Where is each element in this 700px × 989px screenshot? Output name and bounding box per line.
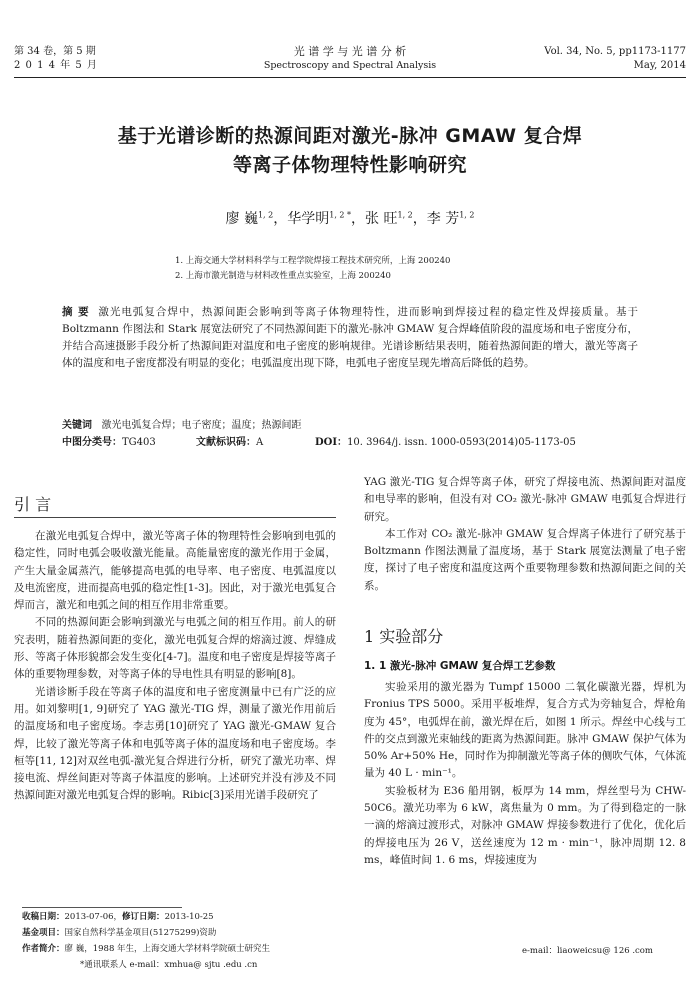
doi xyxy=(315,435,576,450)
keywords xyxy=(62,418,302,433)
author-bio-label: 作者简介： xyxy=(22,944,65,954)
paragraph: 本工作对 CO₂ 激光-脉冲 GMAW 复合焊离子体进行了研究基于 Boltzmann 作图法测量了温度场，基于 Stark 展宽法测量了电子密度，探讨了电子密度和温度这两个重要物理参数和热源间距之间的关系。 xyxy=(364,527,686,592)
issue-date: 2 0 1 4 年 5 月 xyxy=(14,60,98,71)
volume-pages: Vol. 34, No. 5, pp1173-1177 xyxy=(544,46,686,57)
paragraph: 实验采用的激光器为 Tumpf 15000 二氧化碳激光器，焊机为 Fronius TPS 5000。采用平板堆焊，复合方式为旁轴复合，焊枪角度为 45°，电弧焊在前，激光焊在后，如图 1 所示。焊丝中心线与工件的交点到激光束轴线的距离为热源间距。脉冲 GMAW 保护气体为 50% Ar+50% He，同时作为抑制激光等离子体的侧吹气体，气体流量为 40 L · min⁻¹。 xyxy=(364,681,686,780)
fund-text: 国家自然科学基金项目(51275299)资助 xyxy=(64,928,217,938)
affiliation: 2. 上海市激光制造与材料改性重点实验室，上海 200240 xyxy=(175,271,391,281)
left-column-text xyxy=(14,528,336,805)
author-affil: 1, 2 * xyxy=(329,210,352,220)
author-affil: 1, 2 xyxy=(459,210,475,220)
footnote-rule xyxy=(22,907,182,908)
paragraph: 实验板材为 E36 船用钢，板厚为 14 mm，焊丝型号为 CHW-50C6。激光功率为 6 kW，离焦量为 0 mm。为了得到稳定的一脉一滴的熔滴过渡形式，对脉冲 GMAW 焊接参数进行了优化，优化后的焊接电压为 26 V，送丝速度为 12 m · min⁻¹，脉冲周期 12. 8 ms，峰值时间 1. 6 ms，焊接速度为 xyxy=(364,784,686,866)
header-rule xyxy=(14,77,686,78)
affiliation: 1. 上海交通大学材料科学与工程学院焊接工程技术研究所，上海 200240 xyxy=(175,256,451,266)
section-heading-experiment: 1 实验部分 xyxy=(364,627,444,646)
journal-title-cn: 光 谱 学 与 光 谱 分 析 xyxy=(293,45,407,58)
right-column-top xyxy=(364,474,686,595)
footnote-dates: 收稿日期：2013-07-06，修订日期：2013-10-25 xyxy=(22,912,214,922)
paragraph: 不同的热源间距会影响到激光与电弧之间的相互作用。前人的研究表明，随着热源间距的变化，激光电弧复合焊的熔滴过渡、焊缝成形、等离子体形貌都会发生变化[4-7]。温度和电子密度是焊接等离子体的重要物理参数，对等离子体的导电性具有明显的影响[8]。 xyxy=(14,616,336,681)
doc-label: 文献标识码： xyxy=(196,437,256,448)
paper-title-line1: 基于光谱诊断的热源间距对激光-脉冲 GMAW 复合焊 xyxy=(117,125,583,147)
author-email: e-mail：liaoweicsu@ 126 .com xyxy=(522,946,653,956)
right-column-bottom xyxy=(364,679,686,869)
abstract-text: 激光电弧复合焊中，热源间距会影响到等离子体物理特性，进而影响到焊接过程的稳定性及焊接质量。基于 Boltzmann 作图法和 Stark 展宽法研究了不同热源间距下的激光-脉冲 GMAW 复合焊峰值阶段的温度场和电子密度分布，并结合高速摄影手段分析了热源间距对温度和电子密度的影响规律。光谱诊断结果表明，随着热源间距的增大，激光等离子体的温度和电子密度都没有明显的变化；电弧温度出现下降，电弧电子密度呈现先增高后降低的趋势。 xyxy=(62,306,638,369)
publish-month: May, 2014 xyxy=(633,60,686,71)
received-date: 2013-07-06 xyxy=(64,912,114,922)
document-code xyxy=(196,435,263,450)
author-name: 李 芳 xyxy=(426,211,460,227)
doi-value: 10. 3964/j. issn. 1000-0593(2014)05-1173-05 xyxy=(347,437,576,448)
footnote-fund xyxy=(22,926,216,941)
clc-value: TG403 xyxy=(122,437,156,448)
fund-label: 基金项目： xyxy=(22,928,65,938)
subsection-heading: 1. 1 激光-脉冲 GMAW 复合焊工艺参数 xyxy=(364,660,556,672)
journal-title-en: Spectroscopy and Spectral Analysis xyxy=(263,60,437,71)
author-affil: 1, 2 xyxy=(397,210,413,220)
abstract-label: 摘 要 xyxy=(62,306,90,318)
author-name: 廖 巍 xyxy=(225,211,258,227)
corresponding-author: *通讯联系人 e-mail：xmhua@ sjtu .edu .cn xyxy=(80,960,258,970)
revised-label: 修订日期： xyxy=(122,912,165,922)
section-heading-intro: 引 言 xyxy=(14,495,52,514)
author-name: 张 旺 xyxy=(365,211,398,227)
abstract xyxy=(62,304,638,372)
volume-issue: 第 34 卷，第 5 期 xyxy=(14,46,96,57)
doi-label: DOI： xyxy=(315,437,348,448)
keywords-label: 关键词 xyxy=(62,420,92,431)
author-bio: 廖 巍，1988 年生，上海交通大学材料学院硕士研究生 xyxy=(64,944,271,954)
doc-value: A xyxy=(256,437,264,448)
clc-label: 中图分类号： xyxy=(62,437,122,448)
clc-number xyxy=(62,435,156,450)
section-rule xyxy=(14,517,336,518)
paragraph: 在激光电弧复合焊中，激光等离子体的物理特性会影响到电弧的稳定性，同时电弧会吸收激光能量。高能量密度的激光作用于金属，产生大量金属蒸汽，能够提高电弧的电导率、电子密度、电弧温度以及电流密度，进而提高电弧的稳定性[1-3]。因此，对于激光电弧复合焊而言，激光和电弧之间的相互作用非常重要。 xyxy=(14,530,336,612)
author-name: 华学明 xyxy=(287,211,330,227)
revised-date: 2013-10-25 xyxy=(164,912,214,922)
paragraph: YAG 激光-TIG 复合焊等离子体，研究了焊接电流、热源间距对温度和电导率的影响，但没有对 CO₂ 激光-脉冲 GMAW 电弧复合焊进行研究。 xyxy=(364,476,686,523)
author-list: 廖 巍$^{1, 2}$，华学明$^{1, 2 *}$，张 旺$^{1, 2}$，李 芳$^{1, 2}$ xyxy=(225,210,475,227)
keywords-text: 激光电弧复合焊；电子密度；温度；热源间距 xyxy=(101,420,302,431)
paragraph: 光谱诊断手段在等离子体的温度和电子密度测量中已有广泛的应用。如刘黎明[1, 9]研究了 YAG 激光-TIG 焊，测量了激光作用前后的温度场和电子密度场。李志勇[10]研究了 YAG 激光-GMAW 复合焊，比较了激光等离子体和电弧等离子体的温度场和电子密度场。李桓等[11, 12]对双丝电弧-激光复合焊进行分析，研究了激光功率、焊接电流、焊丝间距对等离子体温度的影响。上述研究并没有涉及不同热源间距对激光电弧复合焊的影响。Ribic[3]采用光谱手段研究了 xyxy=(14,685,336,802)
received-label: 收稿日期： xyxy=(22,912,65,922)
footnote-author xyxy=(22,942,270,957)
author-affil: 1, 2 xyxy=(257,210,274,220)
paper-title-line2: 等离子体物理特性影响研究 xyxy=(232,154,467,176)
